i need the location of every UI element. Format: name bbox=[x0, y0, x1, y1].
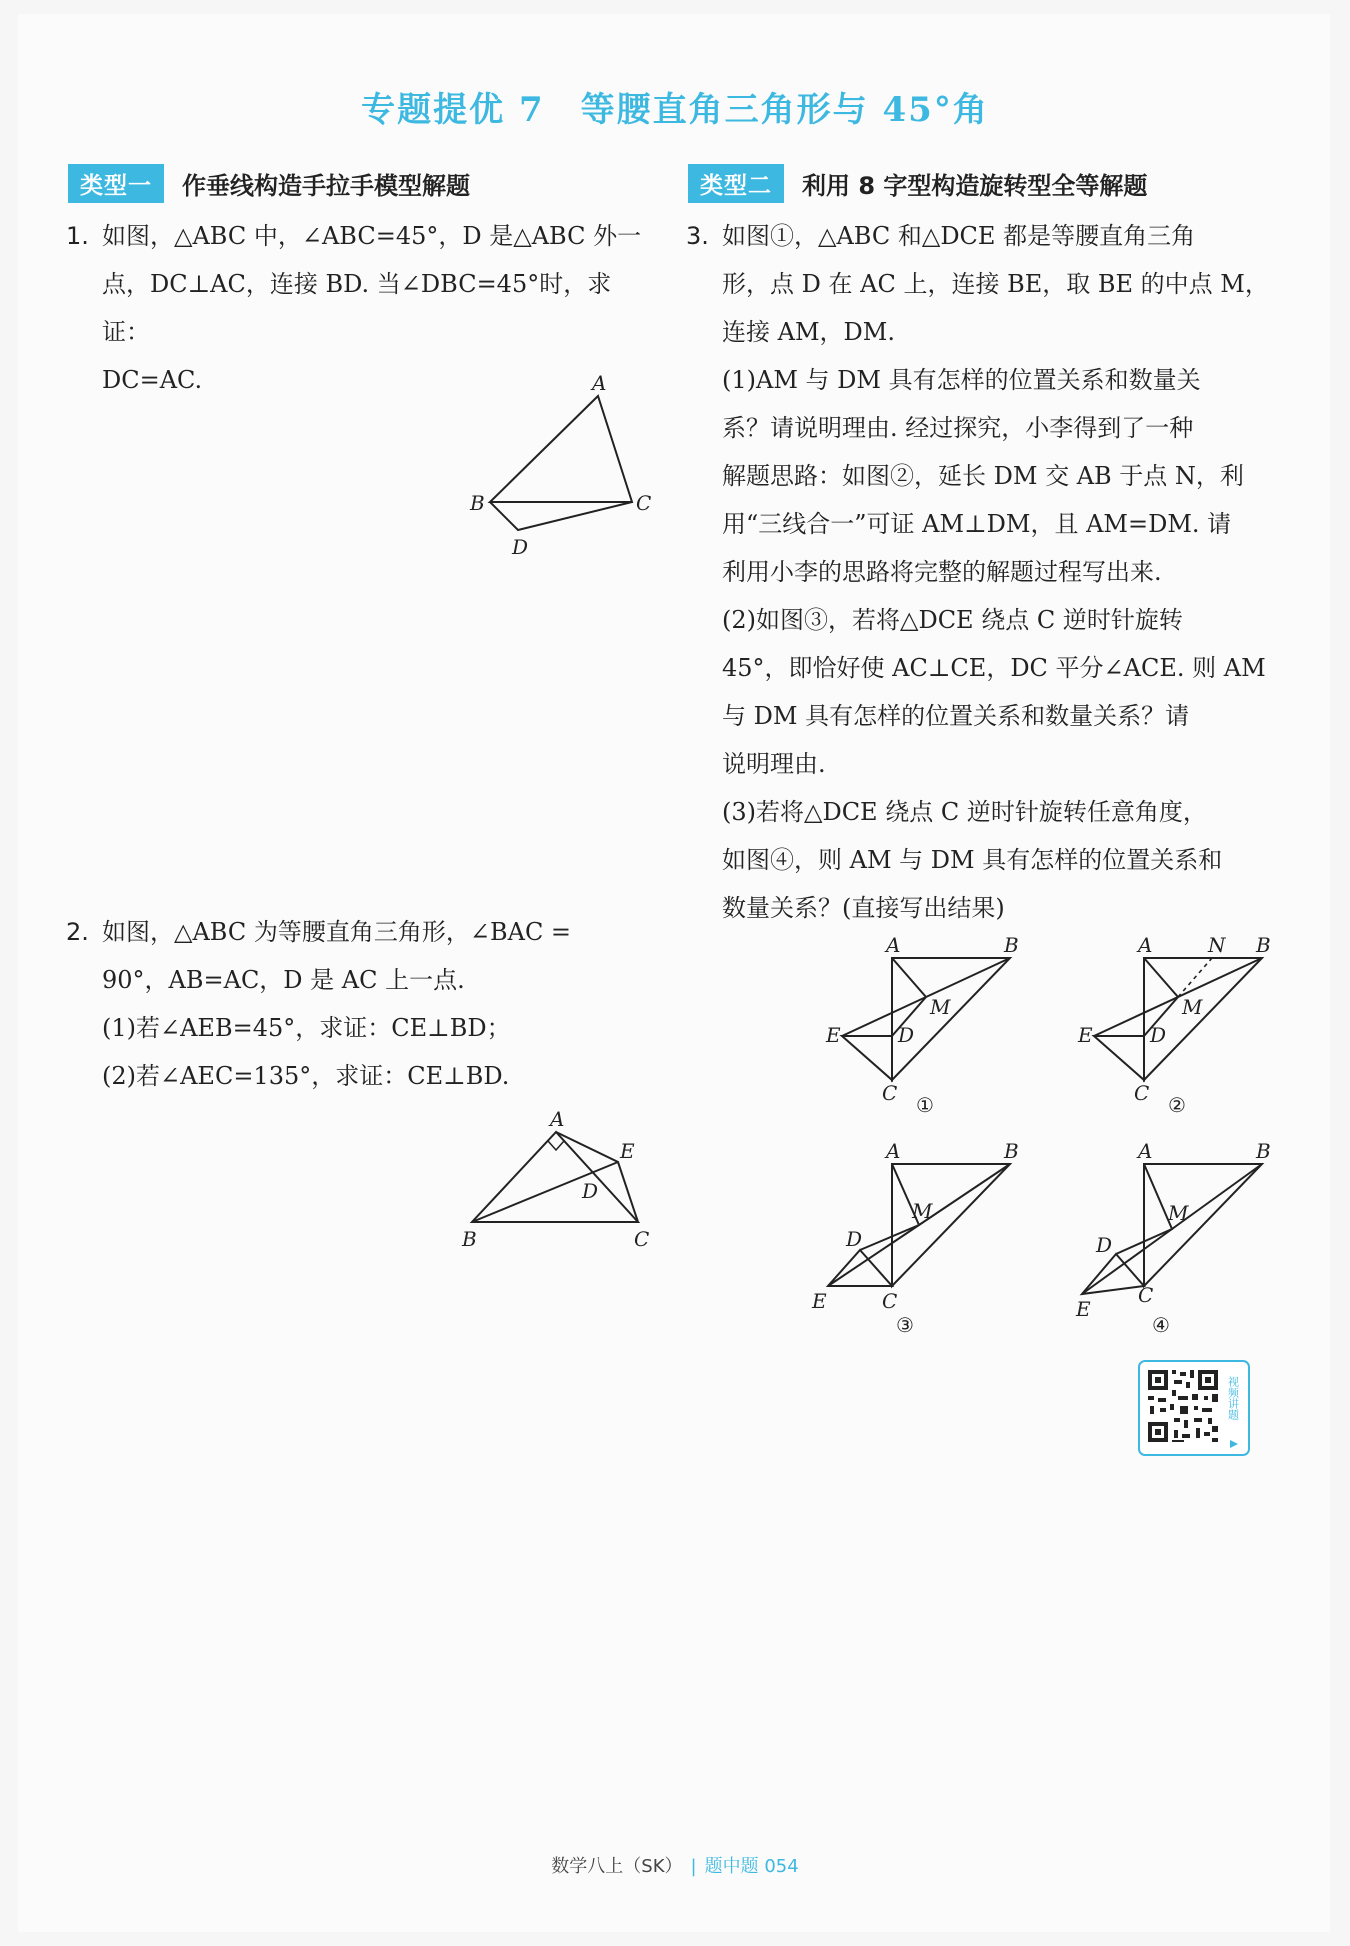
label-a: A bbox=[886, 933, 901, 957]
label-d: D bbox=[898, 1023, 915, 1047]
label-c: C bbox=[1134, 1081, 1150, 1105]
label-d: D bbox=[846, 1227, 863, 1251]
label-b: B bbox=[462, 1227, 477, 1251]
label-e: E bbox=[1078, 1023, 1093, 1047]
label-a: A bbox=[1138, 933, 1153, 957]
label-d: D bbox=[582, 1179, 599, 1203]
problem-line: 形，点 D 在 AC 上，连接 BE，取 BE 的中点 M， bbox=[722, 270, 1269, 298]
section-tag: 类型二 bbox=[688, 164, 784, 203]
figure-problem-2 bbox=[452, 1110, 662, 1260]
problem-line: 如图④，则 AM 与 DM 具有怎样的位置关系和 bbox=[722, 846, 1223, 874]
label-c: C bbox=[634, 1227, 650, 1251]
label-m: M bbox=[930, 995, 951, 1019]
label-c: C bbox=[1138, 1283, 1154, 1307]
problem-line: (3)若将△DCE 绕点 C 逆时针旋转任意角度， bbox=[722, 798, 1207, 826]
title-topic-name: 等腰直角三角形与 45°角 bbox=[580, 90, 989, 130]
label-a: A bbox=[592, 371, 607, 395]
problem-line: 系？请说明理由. 经过探究，小李得到了一种 bbox=[722, 414, 1194, 442]
figure-3-3 bbox=[808, 1132, 1032, 1338]
qr-label: 视频讲题 bbox=[1226, 1376, 1240, 1420]
problem-2 bbox=[66, 908, 658, 1100]
label-a: A bbox=[1138, 1139, 1153, 1163]
footer-book-title: 数学八上（SK） bbox=[551, 1856, 683, 1877]
label-e: E bbox=[1076, 1297, 1091, 1321]
label-c: C bbox=[636, 491, 652, 515]
label-a: A bbox=[886, 1139, 901, 1163]
qr-code-video[interactable] bbox=[1138, 1360, 1250, 1456]
problem-line: 如图，△ABC 中，∠ABC=45°，D 是△ABC 外一 bbox=[102, 222, 642, 250]
label-b: B bbox=[1256, 933, 1271, 957]
label-e: E bbox=[826, 1023, 841, 1047]
problem-line: (2)如图③，若将△DCE 绕点 C 逆时针旋转 bbox=[722, 606, 1183, 634]
section-header-type-1 bbox=[68, 164, 470, 203]
label-d: D bbox=[1150, 1023, 1167, 1047]
label-b: B bbox=[470, 491, 485, 515]
figure-caption: ③ bbox=[896, 1313, 914, 1337]
problem-line: 说明理由. bbox=[722, 750, 826, 778]
triangle-abc bbox=[1144, 958, 1262, 1080]
label-c: C bbox=[882, 1289, 898, 1313]
segment-bd-dc bbox=[490, 502, 632, 530]
problem-line: 如图①，△ABC 和△DCE 都是等腰直角三角 bbox=[722, 222, 1196, 250]
segment-am-md bbox=[860, 1164, 919, 1250]
label-d: D bbox=[512, 535, 529, 559]
footer-divider: | bbox=[690, 1856, 697, 1877]
figure-caption: ④ bbox=[1152, 1313, 1170, 1337]
label-a: A bbox=[550, 1110, 565, 1131]
problem-number: 1. bbox=[66, 222, 89, 250]
problem-line: 90°，AB=AC，D 是 AC 上一点. bbox=[102, 966, 465, 994]
section-tag: 类型一 bbox=[68, 164, 164, 203]
figure-3-2 bbox=[1064, 932, 1284, 1120]
problem-line: 点，DC⊥AC，连接 BD. 当∠DBC=45°时，求证： bbox=[102, 270, 612, 346]
problem-line: 与 DM 具有怎样的位置关系和数量关系？请 bbox=[722, 702, 1190, 730]
label-b: B bbox=[1004, 933, 1019, 957]
triangle-abc bbox=[892, 958, 1010, 1080]
label-e: E bbox=[620, 1139, 635, 1163]
problem-line: 45°，即恰好使 AC⊥CE，DC 平分∠ACE. 则 AM bbox=[722, 654, 1266, 682]
problem-line: 利用小李的思路将完整的解题过程写出来. bbox=[722, 558, 1162, 586]
problem-line: 连接 AM，DM. bbox=[722, 318, 895, 346]
problem-number: 3. bbox=[686, 222, 709, 250]
problem-line: 数量关系？(直接写出结果) bbox=[722, 894, 1005, 922]
page-title bbox=[0, 82, 1350, 131]
label-b: B bbox=[1256, 1139, 1271, 1163]
problem-line: 如图，△ABC 为等腰直角三角形，∠BAC = bbox=[102, 918, 572, 946]
triangle-abc bbox=[490, 396, 632, 502]
figure-problem-1 bbox=[460, 368, 660, 568]
problem-line: 用“三线合一”可证 AM⊥DM，且 AM=DM. 请 bbox=[722, 510, 1232, 538]
footer-series: 题中题 bbox=[704, 1856, 759, 1877]
page-number: 054 bbox=[764, 1856, 799, 1877]
label-e: E bbox=[812, 1289, 827, 1313]
problem-line: (2)若∠AEC=135°，求证：CE⊥BD. bbox=[102, 1062, 510, 1090]
label-d: D bbox=[1096, 1233, 1113, 1257]
figure-3-1 bbox=[812, 932, 1032, 1120]
label-m: M bbox=[1168, 1201, 1189, 1225]
label-b: B bbox=[1004, 1139, 1019, 1163]
figure-caption: ② bbox=[1168, 1093, 1186, 1117]
segment-mn-dashed bbox=[1178, 958, 1212, 997]
problem-line: DC=AC. bbox=[102, 366, 203, 394]
label-n: N bbox=[1208, 933, 1226, 957]
problem-line: (1)若∠AEB=45°，求证：CE⊥BD； bbox=[102, 1014, 511, 1042]
triangle-dce bbox=[842, 1036, 892, 1080]
label-m: M bbox=[1182, 995, 1203, 1019]
section-header-type-2 bbox=[688, 164, 1147, 203]
problem-3 bbox=[686, 212, 1278, 932]
triangle-abc bbox=[472, 1132, 638, 1222]
title-topic-number: 专题提优 7 bbox=[361, 90, 545, 130]
page-footer bbox=[0, 1852, 1350, 1878]
figure-3-4 bbox=[1060, 1132, 1284, 1338]
problem-line: 解题思路：如图②，延长 DM 交 AB 于点 N，利 bbox=[722, 462, 1244, 490]
section-title: 作垂线构造手拉手模型解题 bbox=[182, 172, 470, 200]
triangle-dce bbox=[1094, 1036, 1144, 1080]
problem-number: 2. bbox=[66, 918, 89, 946]
triangle-abc bbox=[892, 1164, 1010, 1286]
section-title: 利用 8 字型构造旋转型全等解题 bbox=[802, 172, 1148, 200]
figure-caption: ① bbox=[916, 1093, 934, 1117]
right-angle-mark bbox=[548, 1141, 564, 1150]
problem-line: (1)AM 与 DM 具有怎样的位置关系和数量关 bbox=[722, 366, 1201, 394]
label-m: M bbox=[912, 1199, 933, 1223]
label-c: C bbox=[882, 1081, 898, 1105]
triangle-abc bbox=[1144, 1164, 1262, 1286]
